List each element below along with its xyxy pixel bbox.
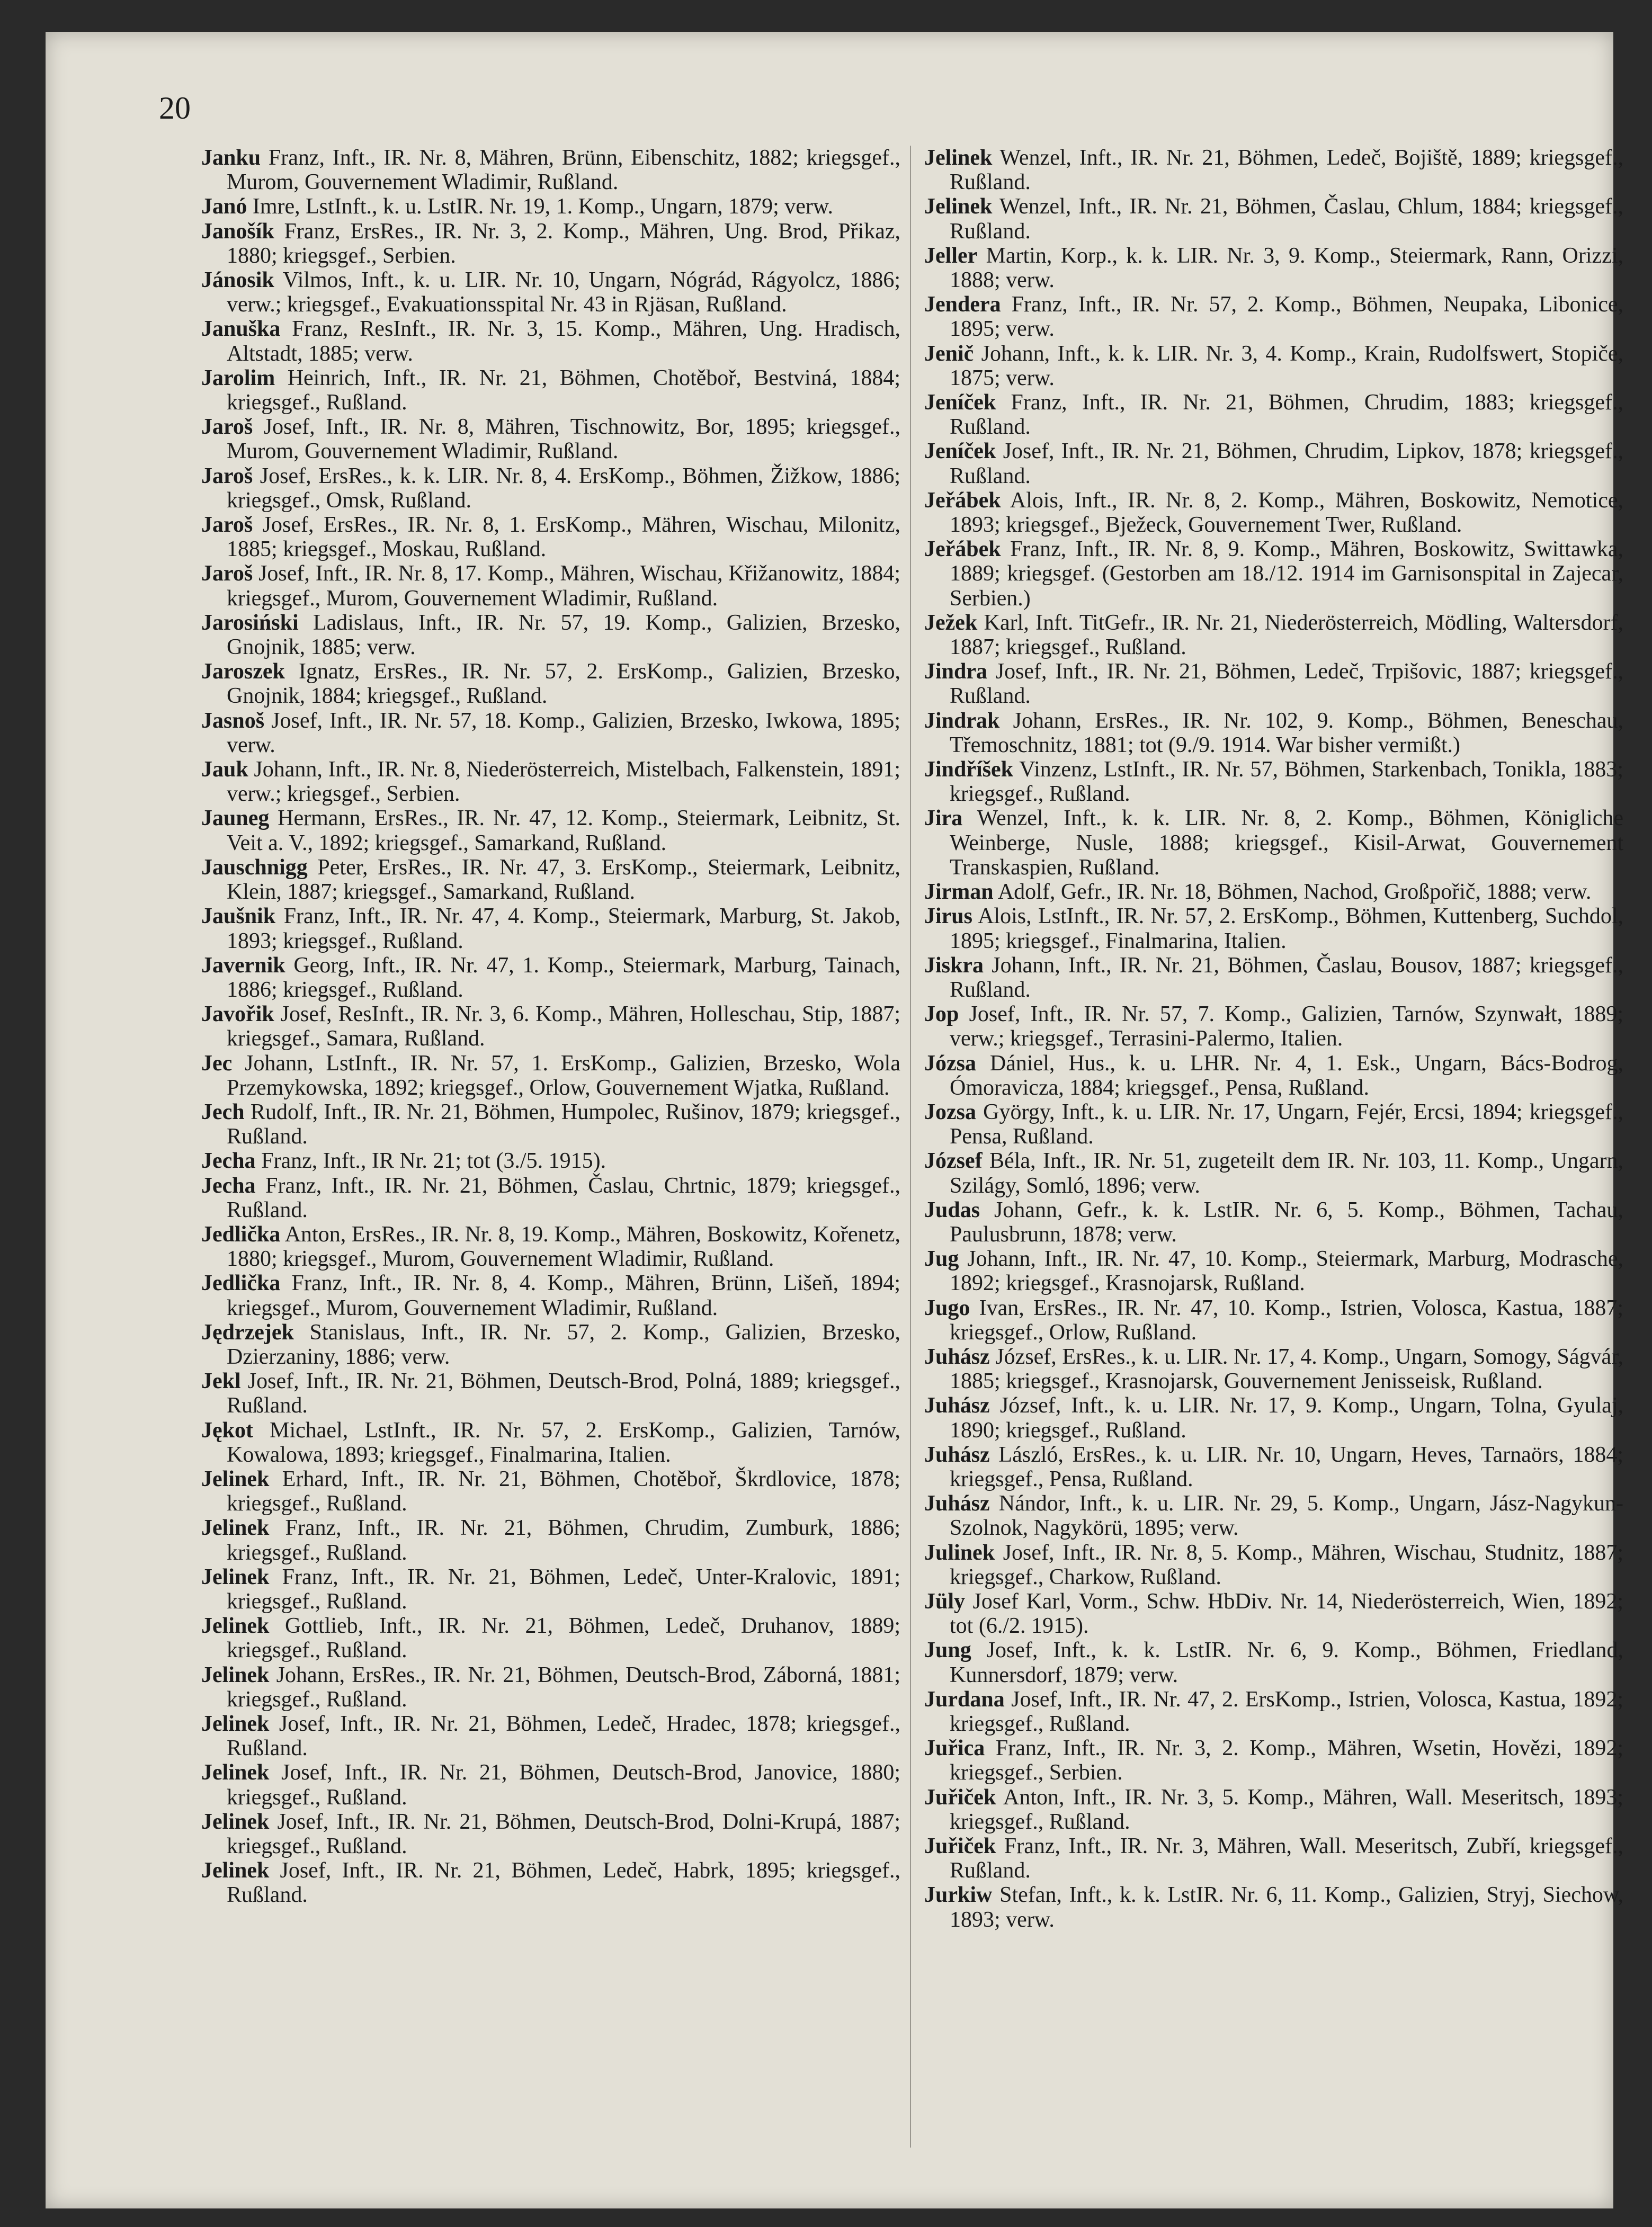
register-entry <box>201 366 900 415</box>
entry-details: Ivan, ErsRes., IR. Nr. 47, 10. Komp., Istrien, Volosca, Kastua, 1887; kriegsgef., Orlow, Rußland. <box>950 1295 1623 1345</box>
entry-surname: Jelinek <box>201 1760 270 1785</box>
entry-details: Hermann, ErsRes., IR. Nr. 47, 12. Komp., Steiermark, Leibnitz, St. Veit a. V., 1892; kriegsgef., Samarkand, Rußland. <box>227 806 900 855</box>
entry-details: Imre, LstInft., k. u. LstIR. Nr. 19, 1. Komp., Ungarn, 1879; verw. <box>247 194 833 219</box>
entry-details: Franz, Inft., IR. Nr. 21, Böhmen, Chrudim, 1883; kriegsgef., Rußland. <box>950 390 1623 440</box>
entry-details: Josef, Inft., IR. Nr. 21, Böhmen, Deutsch-Brod, Janovice, 1880; kriegsgef., Rußland. <box>227 1760 900 1810</box>
register-entry <box>924 537 1623 611</box>
register-entry <box>201 757 900 806</box>
entry-surname: Jelinek <box>201 1662 270 1687</box>
entry-surname: Jedlička <box>201 1271 281 1296</box>
entry-details: Ignatz, ErsRes., IR. Nr. 57, 2. ErsKomp., Galizien, Brzesko, Gnojnik, 1884; kriegsgef., Rußland. <box>227 659 900 709</box>
register-entry <box>201 1149 900 1173</box>
entry-details: József, ErsRes., k. u. LIR. Nr. 17, 4. Komp., Ungarn, Somogy, Ságvár, 1885; kriegsgef., Krasnojarsk, Gouvernement Jenisseisk, Rußland. <box>950 1344 1623 1394</box>
entry-details: Franz, Inft., IR. Nr. 8, 4. Komp., Mähren, Brünn, Lišeň, 1894; kriegsgef., Murom, Gouvernement Wladimir, Rußland. <box>227 1271 900 1320</box>
entry-details: Josef, Inft., IR. Nr. 21, Böhmen, Ledeč, Habrk, 1895; kriegsgef., Rußland. <box>227 1858 900 1908</box>
register-entry <box>201 904 900 953</box>
register-entry <box>924 1100 1623 1149</box>
register-entry <box>201 513 900 561</box>
entry-surname: Jirus <box>924 904 973 929</box>
entry-surname: Jurkiw <box>924 1883 993 1908</box>
right-column <box>924 146 1623 1932</box>
entry-surname: Jop <box>924 1002 959 1027</box>
entry-surname: Javořik <box>201 1002 274 1027</box>
register-entry <box>201 953 900 1002</box>
register-entry <box>924 1149 1623 1197</box>
register-entry <box>924 1051 1623 1100</box>
entry-surname: Juřica <box>924 1736 985 1761</box>
register-entry <box>201 561 900 610</box>
entry-surname: Jedlička <box>201 1222 281 1247</box>
entry-surname: Jecha <box>201 1173 256 1198</box>
register-entry <box>201 415 900 463</box>
entry-details: Franz, ResInft., IR. Nr. 3, 15. Komp., Mähren, Ung. Hradisch, Altstadt, 1885; verw. <box>227 317 900 366</box>
entry-details: Béla, Inft., IR. Nr. 51, zugeteilt dem IR. Nr. 103, 11. Komp., Ungarn, Szilágy, Somló, 1896; verw. <box>950 1149 1623 1198</box>
entry-surname: Jelinek <box>924 146 993 170</box>
entry-details: Josef, Inft., IR. Nr. 57, 18. Komp., Galizien, Brzesko, Iwkowa, 1895; verw. <box>227 708 900 757</box>
register-entry <box>201 1369 900 1418</box>
entry-surname: Jaroš <box>201 513 253 538</box>
entry-surname: Jauschnigg <box>201 855 308 880</box>
entry-details: Stefan, Inft., k. k. LstIR. Nr. 6, 11. Komp., Galizien, Stryj, Siechow, 1893; verw. <box>950 1883 1623 1932</box>
entry-details: Anton, Inft., IR. Nr. 3, 5. Komp., Mähren, Wall. Meseritsch, 1893; kriegsgef., Rußland. <box>950 1785 1623 1834</box>
register-entry <box>924 611 1623 659</box>
entry-details: Johann, Inft., IR. Nr. 8, Niederösterreich, Mistelbach, Falkenstein, 1891; verw.; kriegsgef., Serbien. <box>227 757 900 807</box>
entry-surname: Jeníček <box>924 439 996 464</box>
entry-surname: Jeřábek <box>924 537 1001 562</box>
entry-surname: Jaušnik <box>201 904 276 929</box>
register-entry <box>924 342 1623 390</box>
register-entry <box>201 464 900 513</box>
entry-details: Johann, Inft., IR. Nr. 47, 10. Komp., Steiermark, Marburg, Modrasche, 1892; kriegsgef., Krasnojarsk, Rußland. <box>950 1247 1623 1296</box>
entry-details: Erhard, Inft., IR. Nr. 21, Böhmen, Chotěboř, Škrdlovice, 1878; kriegsgef., Rußland. <box>227 1466 900 1516</box>
register-entry <box>201 194 900 219</box>
register-entry <box>924 1296 1623 1345</box>
entry-details: Josef, Inft., IR. Nr. 21, Böhmen, Chrudim, Lipkov, 1878; kriegsgef., Rußland. <box>950 439 1623 488</box>
entry-surname: Jira <box>924 806 963 831</box>
register-entry <box>924 1247 1623 1295</box>
register-entry <box>201 1320 900 1369</box>
register-entry <box>201 1418 900 1467</box>
register-entry <box>201 1174 900 1222</box>
entry-surname: Jędrzejek <box>201 1320 294 1345</box>
register-entry <box>201 1271 900 1320</box>
entry-surname: Jarolim <box>201 365 275 390</box>
entry-details: Franz, Inft., IR Nr. 21; tot (3./5. 1915). <box>255 1149 606 1174</box>
entry-details: Adolf, Gefr., IR. Nr. 18, Böhmen, Nachod, Großpořič, 1888; verw. <box>993 880 1592 905</box>
entry-details: Josef, Inft., IR. Nr. 21, Böhmen, Deutsch-Brod, Polná, 1889; kriegsgef., Rußland. <box>227 1369 900 1418</box>
register-entry <box>201 1614 900 1662</box>
register-entry <box>201 806 900 855</box>
register-entry <box>924 1345 1623 1393</box>
entry-surname: Jelinek <box>201 1858 270 1883</box>
entry-surname: Jug <box>924 1247 959 1272</box>
register-entry <box>201 1100 900 1149</box>
entry-details: Josef, Inft., IR. Nr. 8, Mähren, Tischnowitz, Bor, 1895; kriegsgef., Murom, Gouvernement Wladimir, Rußland. <box>227 415 900 464</box>
entry-surname: Józsa <box>924 1051 976 1076</box>
left-column <box>201 146 900 1908</box>
entry-surname: Janó <box>201 194 247 219</box>
register-entry <box>924 1638 1623 1687</box>
register-entry <box>201 611 900 659</box>
register-entry <box>924 1687 1623 1736</box>
register-entry <box>201 709 900 757</box>
entry-surname: Jung <box>924 1638 971 1663</box>
entry-surname: Juřiček <box>924 1834 996 1859</box>
entry-details: Franz, ErsRes., IR. Nr. 3, 2. Komp., Mähren, Ung. Brod, Přikaz, 1880; kriegsgef., Serbien. <box>227 219 900 268</box>
entry-details: Franz, Inft., IR. Nr. 8, Mähren, Brünn, Eibenschitz, 1882; kriegsgef., Murom, Gouvernement Wladimir, Rußland. <box>227 146 900 195</box>
entry-surname: Jirman <box>924 880 994 905</box>
entry-surname: Julinek <box>924 1540 995 1565</box>
register-entry <box>201 1565 900 1614</box>
register-entry <box>201 219 900 268</box>
entry-details: György, Inft., k. u. LIR. Nr. 17, Ungarn, Fejér, Ercsi, 1894; kriegsgef., Pensa, Rußland. <box>950 1099 1623 1149</box>
register-entry <box>201 146 900 194</box>
entry-surname: Jeřábek <box>924 488 1001 513</box>
entry-surname: Jec <box>201 1051 233 1076</box>
entry-details: Michael, LstInft., IR. Nr. 57, 2. ErsKomp., Galizien, Tarnów, Kowalowa, 1893; kriegsgef., Finalmarina, Italien. <box>227 1418 900 1467</box>
entry-surname: Jelinek <box>201 1466 270 1491</box>
entry-details: Heinrich, Inft., IR. Nr. 21, Böhmen, Chotěboř, Bestviná, 1884; kriegsgef., Rußland. <box>227 365 900 415</box>
entry-details: Franz, Inft., IR. Nr. 21, Böhmen, Ledeč, Unter-Kralovic, 1891; kriegsgef., Rußland. <box>227 1564 900 1614</box>
page-number: 20 <box>159 91 191 126</box>
entry-details: Franz, Inft., IR. Nr. 3, Mähren, Wall. Meseritsch, Zubří, kriegsgef., Rußland. <box>950 1834 1623 1883</box>
entry-details: Josef, Inft., IR. Nr. 21, Böhmen, Ledeč, Trpišovic, 1887; kriegsgef., Rußland. <box>950 659 1623 709</box>
entry-surname: Jelinek <box>201 1516 270 1541</box>
register-entry <box>201 1051 900 1100</box>
entry-surname: Jękot <box>201 1418 253 1443</box>
entry-details: Josef, Inft., IR. Nr. 8, 17. Komp., Mähren, Wischau, Křižanowitz, 1884; kriegsgef., Murom, Gouvernement Wladimir, Rußland. <box>227 561 900 611</box>
register-entry <box>201 1663 900 1712</box>
entry-surname: Jelinek <box>201 1614 270 1639</box>
entry-surname: Juřiček <box>924 1785 996 1810</box>
entry-details: Wenzel, Inft., IR. Nr. 21, Böhmen, Ledeč, Bojiště, 1889; kriegsgef., Rußland. <box>950 146 1623 195</box>
entry-surname: Jurdana <box>924 1687 1005 1712</box>
entry-details: Johann, Gefr., k. k. LstIR. Nr. 6, 5. Komp., Böhmen, Tachau, Paulusbrunn, 1878; verw. <box>950 1197 1623 1247</box>
entry-details: Franz, Inft., IR. Nr. 57, 2. Komp., Böhmen, Neupaka, Libonice, 1895; verw. <box>950 292 1623 342</box>
entry-details: Josef, Inft., IR. Nr. 8, 5. Komp., Mähren, Wischau, Studnitz, 1887; kriegsgef., Charkow, Rußland. <box>950 1540 1623 1589</box>
register-entry <box>201 1810 900 1858</box>
register-entry <box>924 1785 1623 1834</box>
entry-surname: Jaroš <box>201 463 253 488</box>
entry-details: Vinzenz, LstInft., IR. Nr. 57, Böhmen, Starkenbach, Tonikla, 1883; kriegsgef., Rußland. <box>950 757 1623 807</box>
entry-details: Josef, Inft., IR. Nr. 21, Böhmen, Deutsch-Brod, Dolni-Krupá, 1887; kriegsgef., Rußland. <box>227 1809 900 1859</box>
register-entry <box>924 244 1623 292</box>
register-entry <box>201 1222 900 1271</box>
register-entry <box>201 1467 900 1516</box>
entry-details: József, Inft., k. u. LIR. Nr. 17, 9. Komp., Ungarn, Tolna, Gyulaj, 1890; kriegsgef., Rußland. <box>950 1393 1623 1443</box>
entry-details: Josef, ErsRes., IR. Nr. 8, 1. ErsKomp., Mähren, Wischau, Milonitz, 1885; kriegsgef., Moskau, Rußland. <box>227 513 900 562</box>
entry-surname: Jelinek <box>201 1809 270 1834</box>
entry-details: Josef, ResInft., IR. Nr. 3, 6. Komp., Mähren, Holleschau, Stip, 1887; kriegsgef., Samara, Rußland. <box>227 1002 900 1051</box>
register-entry <box>201 659 900 708</box>
register-entry <box>924 1491 1623 1540</box>
entry-surname: József <box>924 1149 983 1174</box>
entry-details: Anton, ErsRes., IR. Nr. 8, 19. Komp., Mähren, Boskowitz, Kořenetz, 1880; kriegsgef., Murom, Gouvernement Wladimir, Rußland. <box>227 1222 900 1272</box>
entry-surname: Judas <box>924 1197 980 1222</box>
entry-surname: Juhász <box>924 1344 990 1369</box>
entry-details: Franz, Inft., IR. Nr. 21, Böhmen, Chrudim, Zumburk, 1886; kriegsgef., Rußland. <box>227 1516 900 1565</box>
entry-surname: Juhász <box>924 1491 990 1516</box>
register-entry <box>924 488 1623 537</box>
entry-details: Josef, Inft., IR. Nr. 21, Böhmen, Ledeč, Hradec, 1878; kriegsgef., Rußland. <box>227 1712 900 1761</box>
entry-details: Peter, ErsRes., IR. Nr. 47, 3. ErsKomp., Steiermark, Leibnitz, Klein, 1887; kriegsgef., Samarkand, Rußland. <box>227 855 900 905</box>
entry-details: Alois, Inft., IR. Nr. 8, 2. Komp., Mähren, Boskowitz, Nemotice, 1893; kriegsgef., Bježeck, Gouvernement Twer, Rußland. <box>950 488 1623 538</box>
entry-surname: Jüly <box>924 1589 966 1614</box>
entry-surname: Jelinek <box>201 1712 270 1736</box>
register-entry <box>924 1198 1623 1247</box>
entry-surname: Jiskra <box>924 953 984 978</box>
entry-surname: Jeller <box>924 243 978 268</box>
entry-details: Martin, Korp., k. k. LIR. Nr. 3, 9. Komp., Steiermark, Rann, Orizzi, 1888; verw. <box>950 243 1623 293</box>
entry-surname: Jeníček <box>924 390 996 415</box>
entry-surname: Jelinek <box>201 1564 270 1589</box>
entry-surname: Jech <box>201 1099 245 1124</box>
entry-details: Dániel, Hus., k. u. LHR. Nr. 4, 1. Esk., Ungarn, Bács-Bodrog, Ómoravicza, 1884; kriegsgef., Pensa, Rußland. <box>950 1051 1623 1100</box>
register-entry <box>924 904 1623 953</box>
entry-details: Josef, Inft., IR. Nr. 57, 7. Komp., Galizien, Tarnów, Szynwałt, 1889; verw.; kriegsgef., Terrasini-Palermo, Italien. <box>950 1002 1623 1051</box>
register-entry <box>924 390 1623 439</box>
entry-surname: Jindrak <box>924 708 1000 733</box>
entry-surname: Jánosik <box>201 268 274 293</box>
entry-details: Nándor, Inft., k. u. LIR. Nr. 29, 5. Komp., Ungarn, Jász-Nagykun-Szolnok, Nagykörü, 1895; verw. <box>950 1491 1623 1541</box>
entry-surname: Jelinek <box>924 194 993 219</box>
entry-details: Franz, Inft., IR. Nr. 47, 4. Komp., Steiermark, Marburg, St. Jakob, 1893; kriegsgef., Rußland. <box>227 904 900 953</box>
entry-surname: Jenič <box>924 341 974 366</box>
entry-surname: Jauneg <box>201 806 270 831</box>
entry-details: Johann, ErsRes., IR. Nr. 21, Böhmen, Deutsch-Brod, Záborná, 1881; kriegsgef., Rußland. <box>227 1662 900 1712</box>
entry-surname: Jaroszek <box>201 659 285 684</box>
register-entry <box>924 292 1623 341</box>
entry-details: Franz, Inft., IR. Nr. 3, 2. Komp., Mähren, Wsetin, Hovězi, 1892; kriegsgef., Serbien. <box>950 1736 1623 1785</box>
register-entry <box>924 1736 1623 1785</box>
entry-surname: Jekl <box>201 1369 241 1394</box>
register-entry <box>924 659 1623 708</box>
entry-details: Franz, Inft., IR. Nr. 8, 9. Komp., Mähren, Boskowitz, Swittawka, 1889; kriegsgef. (Gestorben am 18./12. 1914 im Garnisonspital in Zajecar, Serbien.) <box>950 537 1623 611</box>
register-entry <box>201 317 900 365</box>
register-entry <box>201 268 900 317</box>
column-divider <box>910 146 911 2148</box>
entry-surname: Jasnoš <box>201 708 265 733</box>
entry-details: Georg, Inft., IR. Nr. 47, 1. Komp., Steiermark, Marburg, Tainach, 1886; kriegsgef., Rußland. <box>227 953 900 1002</box>
entry-details: Franz, Inft., IR. Nr. 21, Böhmen, Časlau, Chrtnic, 1879; kriegsgef., Rußland. <box>227 1173 900 1222</box>
entry-surname: Janošík <box>201 219 274 244</box>
entry-surname: Jendera <box>924 292 1001 317</box>
register-entry <box>924 806 1623 880</box>
entry-details: Karl, Inft. TitGefr., IR. Nr. 21, Niederösterreich, Mödling, Waltersdorf, 1887; kriegsgef., Rußland. <box>950 610 1623 660</box>
entry-surname: Jaroš <box>201 415 253 440</box>
entry-surname: Jarosiński <box>201 610 299 635</box>
entry-surname: Juhász <box>924 1393 990 1418</box>
entry-details: Johann, ErsRes., IR. Nr. 102, 9. Komp., Böhmen, Beneschau, Třemoschnitz, 1881; tot (9./9. 1914. War bisher vermißt.) <box>950 708 1623 757</box>
entry-surname: Javernik <box>201 953 285 978</box>
entry-details: Alois, LstInft., IR. Nr. 57, 2. ErsKomp., Böhmen, Kuttenberg, Suchdol, 1895; kriegsgef., Finalmarina, Italien. <box>950 904 1623 953</box>
register-entry <box>201 1858 900 1907</box>
entry-details: Wenzel, Inft., IR. Nr. 21, Böhmen, Časlau, Chlum, 1884; kriegsgef., Rußland. <box>950 194 1623 244</box>
entry-surname: Jecha <box>201 1149 256 1174</box>
register-entry <box>924 1589 1623 1638</box>
entry-surname: Janku <box>201 146 261 170</box>
entry-surname: Jozsa <box>924 1099 976 1124</box>
entry-surname: Ježek <box>924 610 978 635</box>
entry-details: Johann, Inft., IR. Nr. 21, Böhmen, Časlau, Bousov, 1887; kriegsgef., Rußland. <box>950 953 1623 1002</box>
entry-surname: Jindra <box>924 659 988 684</box>
entry-details: Johann, Inft., k. k. LIR. Nr. 3, 4. Komp., Krain, Rudolfswert, Stopiče, 1875; verw. <box>950 341 1623 390</box>
entry-details: Josef, Inft., k. k. LstIR. Nr. 6, 9. Komp., Böhmen, Friedland, Kunnersdorf, 1879; verw. <box>950 1638 1623 1687</box>
register-entry <box>924 1393 1623 1442</box>
register-entry <box>924 1834 1623 1883</box>
register-entry <box>201 855 900 904</box>
entry-details: Josef, ErsRes., k. k. LIR. Nr. 8, 4. ErsKomp., Böhmen, Žižkow, 1886; kriegsgef., Omsk, Rußland. <box>227 463 900 513</box>
register-entry <box>924 880 1623 904</box>
register-entry <box>201 1516 900 1564</box>
register-entry <box>924 1883 1623 1931</box>
entry-surname: Juhász <box>924 1442 990 1467</box>
register-entry <box>924 1541 1623 1589</box>
register-entry <box>924 1443 1623 1491</box>
entry-details: Josef Karl, Vorm., Schw. HbDiv. Nr. 14, Niederösterreich, Wien, 1892; tot (6./2. 1915). <box>950 1589 1623 1639</box>
entry-details: László, ErsRes., k. u. LIR. Nr. 10, Ungarn, Heves, Tarnaörs, 1884; kriegsgef., Pensa, Rußland. <box>950 1442 1623 1491</box>
register-entry <box>201 1712 900 1760</box>
entry-details: Gottlieb, Inft., IR. Nr. 21, Böhmen, Ledeč, Druhanov, 1889; kriegsgef., Rußland. <box>227 1614 900 1663</box>
entry-surname: Jugo <box>924 1295 970 1320</box>
register-entry <box>924 757 1623 806</box>
entry-surname: Januška <box>201 317 281 342</box>
register-entry <box>924 146 1623 194</box>
register-entry <box>924 439 1623 488</box>
entry-surname: Jindříšek <box>924 757 1014 782</box>
entry-details: Johann, LstInft., IR. Nr. 57, 1. ErsKomp., Galizien, Brzesko, Wola Przemykowska, 1892; kriegsgef., Orlow, Gouvernement Wjatka, Rußland. <box>227 1051 900 1100</box>
entry-details: Vilmos, Inft., k. u. LIR. Nr. 10, Ungarn, Nógrád, Rágyolcz, 1886; verw.; kriegsgef., Evakuationsspital Nr. 43 in Rjäsan, Rußland. <box>227 268 900 317</box>
register-entry <box>924 953 1623 1002</box>
entry-details: Rudolf, Inft., IR. Nr. 21, Böhmen, Humpolec, Rušinov, 1879; kriegsgef., Rußland. <box>227 1099 900 1149</box>
register-entry <box>201 1002 900 1051</box>
entry-surname: Jauk <box>201 757 248 782</box>
register-entry <box>924 709 1623 757</box>
entry-details: Ladislaus, Inft., IR. Nr. 57, 19. Komp., Galizien, Brzesko, Gnojnik, 1885; verw. <box>227 610 900 660</box>
register-entry <box>924 194 1623 243</box>
entry-details: Josef, Inft., IR. Nr. 47, 2. ErsKomp., Istrien, Volosca, Kastua, 1892; kriegsgef., Rußland. <box>950 1687 1623 1736</box>
register-entry <box>201 1760 900 1809</box>
register-entry <box>924 1002 1623 1051</box>
entry-details: Stanislaus, Inft., IR. Nr. 57, 2. Komp., Galizien, Brzesko, Dzierzaniny, 1886; verw. <box>227 1320 900 1369</box>
entry-surname: Jaroš <box>201 561 253 586</box>
entry-details: Wenzel, Inft., k. k. LIR. Nr. 8, 2. Komp., Böhmen, Königliche Weinberge, Nusle, 1888; kriegsgef., Kisil-Arwat, Gouvernement Transkaspien, Rußland. <box>950 806 1623 880</box>
